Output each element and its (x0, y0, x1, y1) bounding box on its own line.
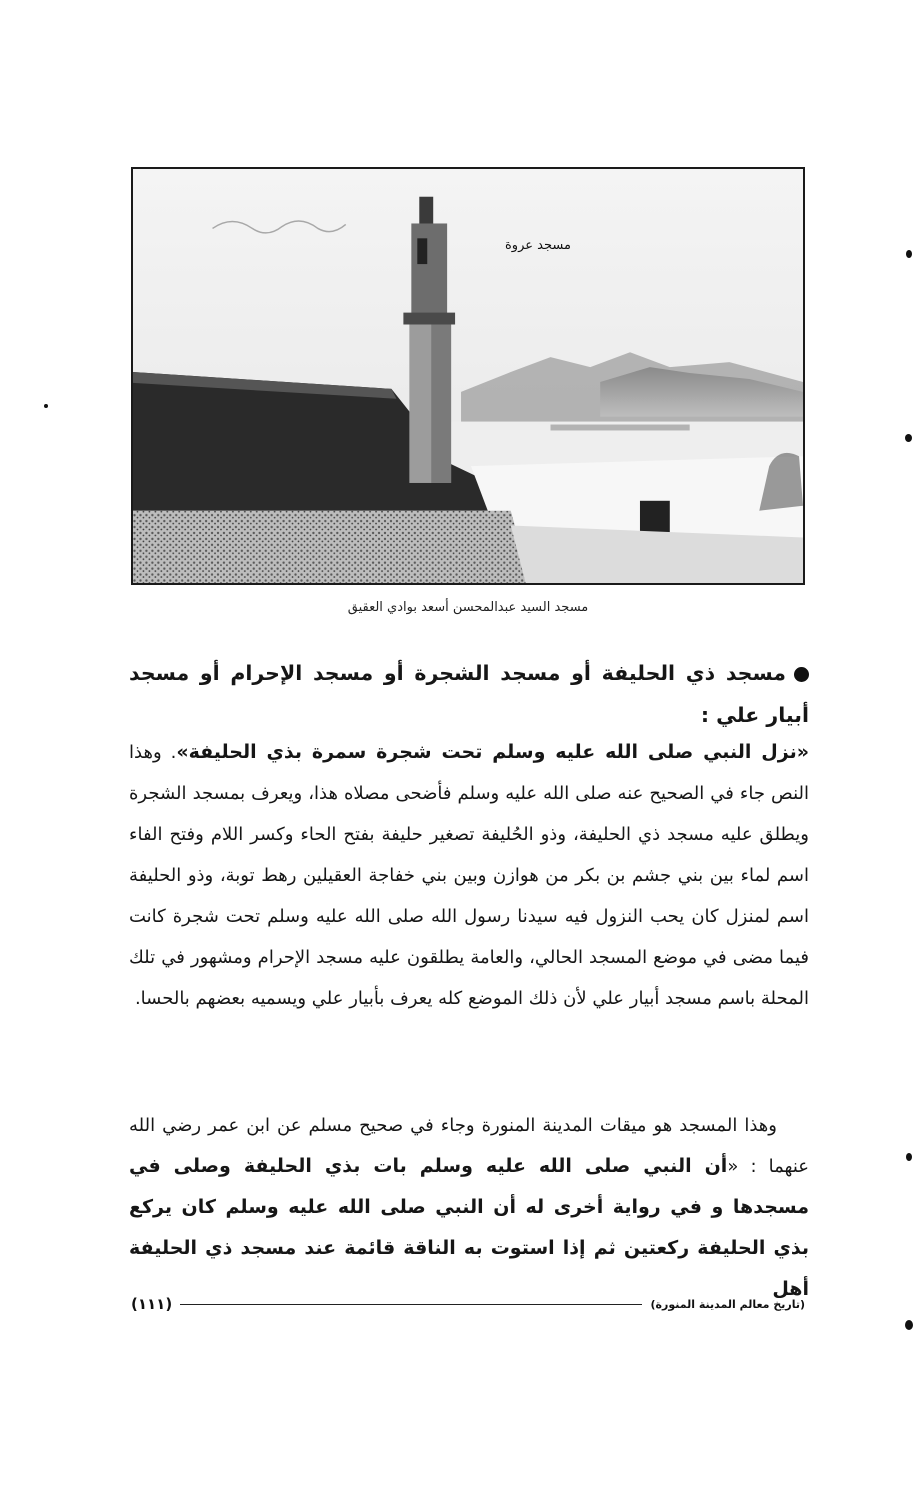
hadith-quote: «نزل النبي صلى الله عليه وسلم تحت شجرة سمرة بذي الحليفة» (176, 741, 810, 763)
scan-speck (906, 1153, 912, 1161)
scan-speck (44, 404, 48, 408)
paragraph-2-text: وهذا المسجد هو ميقات المدينة المنورة وجاء في صحيح مسلم عن ابن عمر رضي الله عنهما : « (129, 1115, 809, 1177)
scan-speck (905, 1320, 913, 1330)
mosque-photo-image (133, 169, 803, 583)
bullet-icon (794, 667, 809, 682)
page-number: (١١١) (131, 1295, 173, 1313)
section-heading (129, 652, 809, 736)
page-footer (131, 1292, 805, 1316)
book-title: (تاريخ معالم المدينة المنورة) (650, 1297, 805, 1311)
paragraph-2 (129, 1105, 809, 1310)
photo-label: مسجد عروة (505, 238, 571, 253)
paragraph-1-text: . وهذا النص جاء في الصحيح عنه صلى الله عليه وسلم فأضحى مصلاه هذا، ويعرف بمسجد الشجرة ويطلق عليه مسجد ذي الحليفة، وذو الحُليفة تصغير حليفة بفتح الحاء وكسر اللام وفتح الفاء اسم لماء بين بني جشم بن بكر من هوازن وبين بني خفاجة العقيلين رهط توبة، وذو الحليفة اسم لمنزل كان يحب النزول فيه سيدنا رسول الله صلى الله عليه وسلم تحت شجرة كانت فيما مضى في موضع المسجد الحالي، والعامة يطلقون عليه مسجد الإحرام ومشهور في تلك المحلة باسم مسجد أبيار علي لأن ذلك الموضع كله يعرف بأبيار علي ويسميه بعضهم بالحسا. (129, 742, 809, 1009)
paragraph-1 (129, 732, 809, 1019)
scan-speck (906, 250, 912, 258)
photo-caption: مسجد السيد عبدالمحسن أسعد بوادي العقيق (347, 600, 589, 615)
footer-rule (180, 1304, 642, 1305)
hadith-quote-2: أن النبي صلى الله عليه وسلم بات بذي الحليفة وصلى في مسجدها و في رواية أخرى له أن النبي صلى الله عليه وسلم كان يركع بذي الحليفة ركعتين ثم إذا استوت به الناقة قائمة عند مسجد ذي الحليفة أهل (129, 1155, 809, 1300)
section-heading-text: مسجد ذي الحليفة أو مسجد الشجرة أو مسجد الإحرام أو مسجد أبيار علي : (129, 661, 809, 727)
mosque-photo (131, 167, 805, 585)
scan-speck (905, 434, 912, 442)
